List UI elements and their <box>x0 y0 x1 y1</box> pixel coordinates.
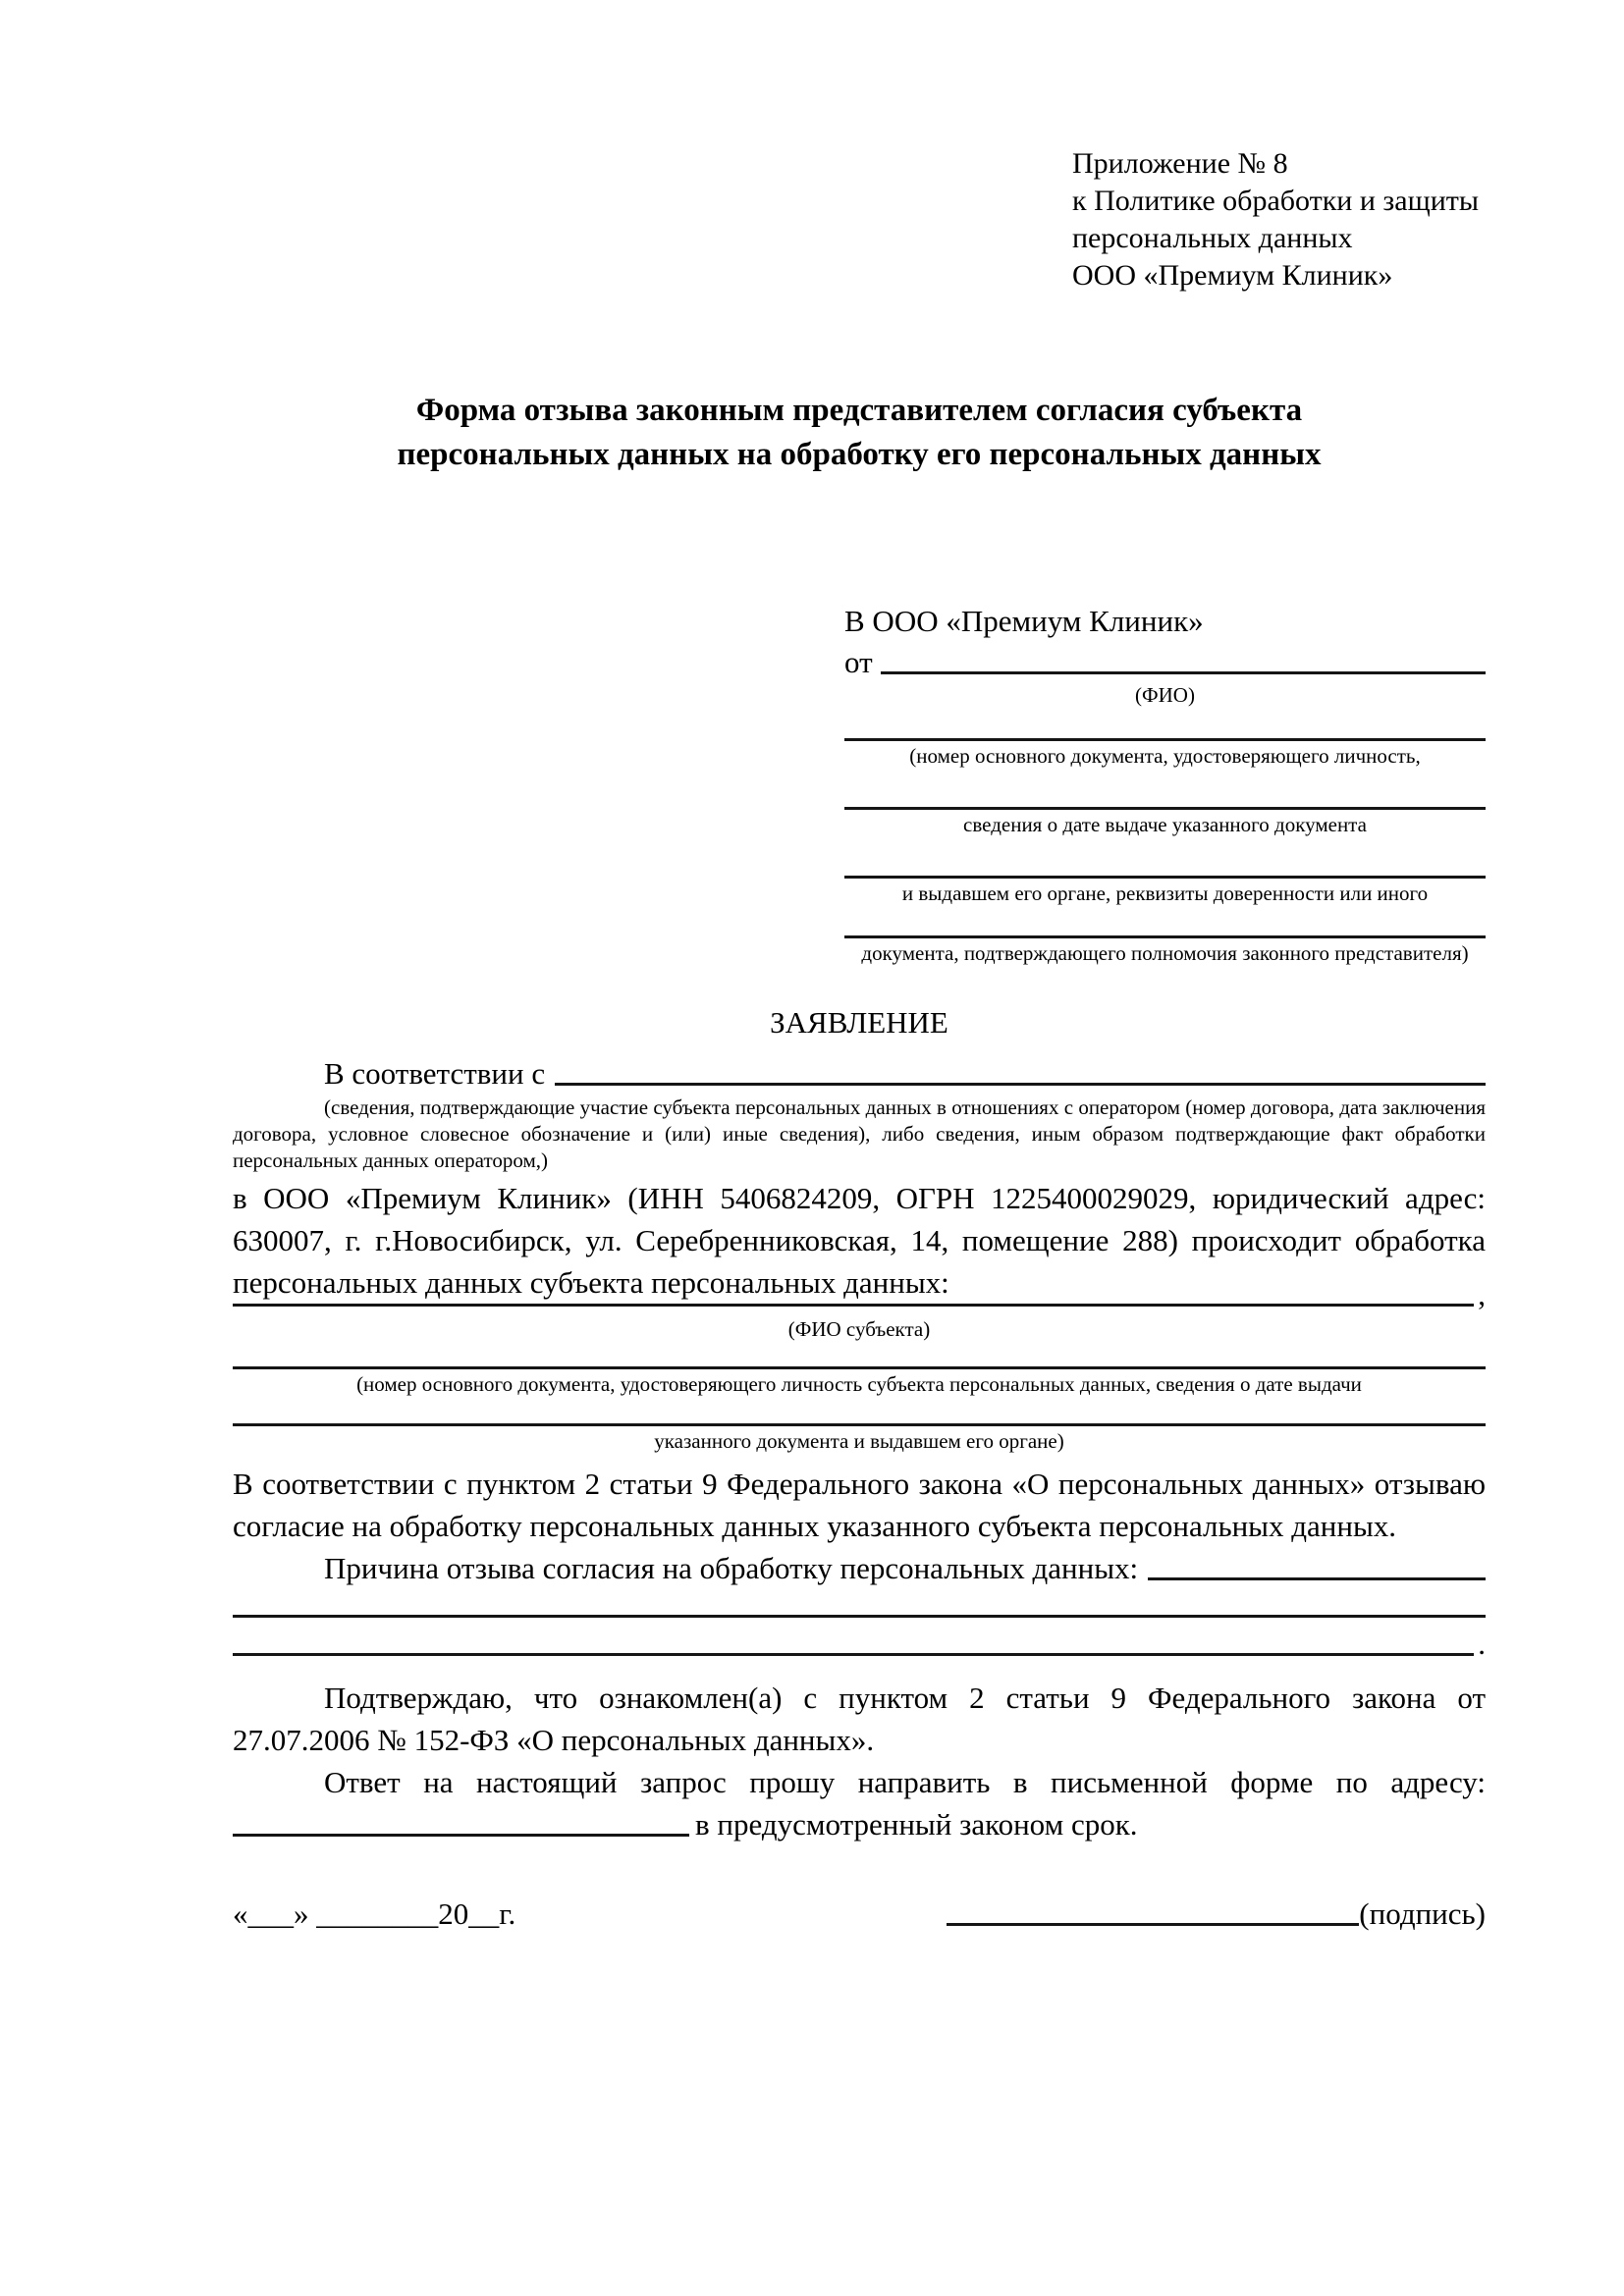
intro-label: В соответствии с <box>324 1056 546 1091</box>
doc-blank-line <box>844 876 1486 879</box>
acknowledgement-paragraph: Подтверждаю, что ознакомлен(а) с пунктом 2 статьи 9 Федерального закона от 27.07.2006 № 152-ФЗ «О персональных данных». <box>233 1681 1486 1757</box>
reason-blank-line-2-row <box>233 1624 1486 1665</box>
subject-fio-caption: (ФИО субъекта) <box>787 1317 931 1341</box>
addressee-to: В ООО «Премиум Клиник» <box>844 604 1204 638</box>
doc-blank-line <box>844 738 1486 741</box>
statement-heading: ЗАЯВЛЕНИЕ <box>770 1005 948 1040</box>
reason-label: Причина отзыва согласия на обработку персональных данных: <box>324 1551 1139 1585</box>
doc-blank-caption: документа, подтверждающего полномочия законного представителя) <box>861 941 1469 965</box>
response-request-tail: в предусмотренный законом срок. <box>695 1807 1138 1842</box>
intro-caption: (сведения, подтверждающие участие субъекта персональных данных в отношениях с оператором (номер договора, дата заключения договора, условное словесное обозначение и (или) иные сведения), либо сведения, иным образом подтверждающие факт обработки персональных данных оператором,) <box>233 1095 1486 1172</box>
subject-doc-blank-line <box>233 1423 1486 1426</box>
doc-blank-group <box>844 935 1486 965</box>
intro-fill-line <box>555 1083 1486 1086</box>
signature-fill-line <box>947 1923 1359 1926</box>
form-title-line-1: Форма отзыва законным представителем согласия субъекта <box>415 393 1303 428</box>
subject-fio-fill-line <box>233 1304 1474 1307</box>
subject-doc-caption-1: (номер основного документа, удостоверяющего личность субъекта персональных данных, сведения о дате выдачи <box>356 1372 1362 1396</box>
doc-blank-group <box>844 807 1486 836</box>
addressee-from-row <box>844 642 1486 683</box>
operator-paragraph: в ООО «Премиум Клиник» (ИНН 5406824209, ОГРН 1225400029029, юридический адрес: 630007, г. г.Новосибирск, ул. Серебренниковская, 14, помещение 288) происходит обработка персональных данных субъекта персональных данных: <box>233 1181 1486 1300</box>
doc-blank-caption: (номер основного документа, удостоверяющего личность, <box>909 744 1421 768</box>
footer-row <box>233 1893 1486 1935</box>
intro-row <box>233 1053 1486 1095</box>
from-fill-line <box>881 671 1486 674</box>
subject-doc-blank-line <box>233 1366 1486 1369</box>
appendix-header-line: ООО «Премиум Клиник» <box>1072 259 1393 292</box>
subject-doc-blank-group <box>233 1366 1486 1396</box>
signature-caption: (подпись) <box>1359 1896 1486 1931</box>
from-label: от <box>844 645 873 679</box>
reason-blank-line-2 <box>233 1653 1474 1656</box>
doc-blank-group <box>844 876 1486 905</box>
appendix-header-line: Приложение № 8 <box>1072 147 1288 180</box>
subject-doc-blank-group <box>233 1423 1486 1453</box>
doc-blank-caption: и выдавшем его органе, реквизиты доверенности или иного <box>901 881 1429 905</box>
appendix-header <box>1072 145 1486 294</box>
doc-blank-line <box>844 807 1486 810</box>
subject-line-comma: , <box>1478 1277 1486 1311</box>
document-content <box>233 145 1486 1935</box>
form-title <box>233 389 1486 477</box>
doc-blank-group <box>844 738 1486 768</box>
form-title-line-2: персональных данных на обработку его персональных данных <box>397 437 1322 472</box>
reason-row <box>233 1547 1486 1589</box>
reason-blank-line-1 <box>233 1615 1486 1618</box>
blank-line-period: . <box>1478 1627 1486 1661</box>
date-line: «___» ________20__г. <box>233 1896 516 1931</box>
addressee-block <box>844 601 1486 965</box>
response-request-line: Ответ на настоящий запрос прошу направить в письменной форме по адресу: <box>324 1765 1486 1799</box>
doc-blank-caption: сведения о дате выдаче указанного документа <box>963 813 1367 836</box>
appendix-header-line: персональных данных <box>1072 222 1353 254</box>
address-fill-line <box>233 1834 689 1837</box>
signature-group <box>947 1893 1486 1935</box>
withdrawal-paragraph: В соответствии с пунктом 2 статьи 9 Федерального закона «О персональных данных» отзываю согласие на обработку персональных данных указанного субъекта персональных данных. <box>233 1467 1486 1543</box>
subject-doc-caption-2: указанного документа и выдавшем его органе) <box>654 1429 1064 1453</box>
appendix-header-line: к Политике обработки и защиты <box>1072 185 1480 217</box>
doc-blank-line <box>844 935 1486 938</box>
fio-caption: (ФИО) <box>1135 683 1195 707</box>
reason-fill-line <box>1148 1577 1486 1580</box>
address-row <box>233 1803 1486 1845</box>
